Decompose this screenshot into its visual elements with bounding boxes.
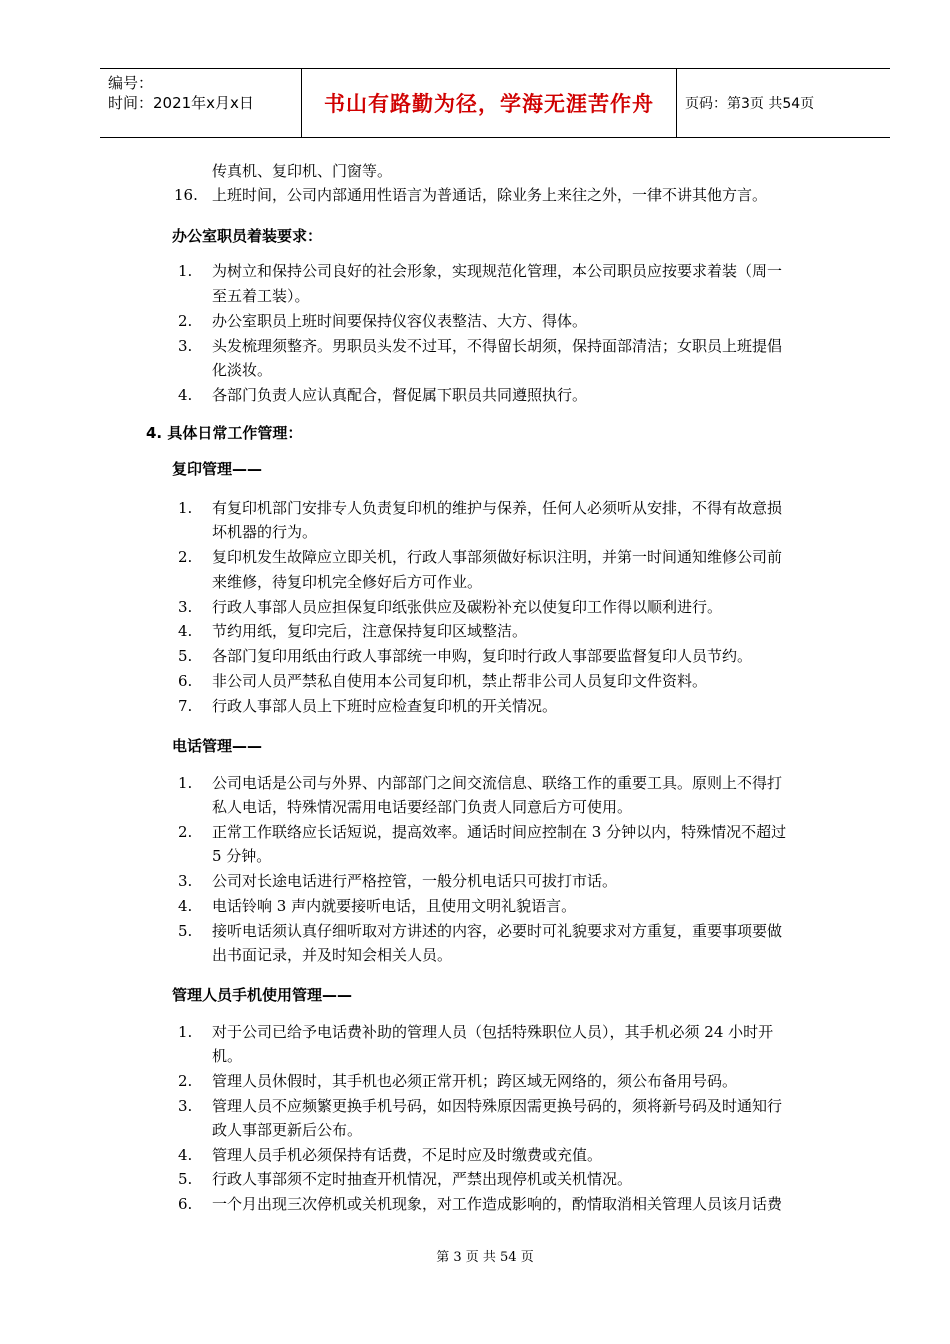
list-item-text: 正常工作联络应长话短说，提高效率。通话时间应控制在 3 分钟以内，特殊情况不超过 xyxy=(212,823,787,841)
list-item-number: 1. xyxy=(178,774,193,792)
list-item-number: 2. xyxy=(178,823,193,841)
list-item-text: 公司对长途电话进行严格控管，一般分机电话只可拔打市话。 xyxy=(212,872,618,890)
list-item-text: 机。 xyxy=(212,1047,243,1065)
list-item-text: 管理人员不应频繁更换手机号码，如因特殊原因需更换号码的，须将新号码及时通知行 xyxy=(212,1097,783,1115)
list-item-text: 公司电话是公司与外界、内部部门之间交流信息、联络工作的重要工具。原则上不得打 xyxy=(212,774,783,792)
list-item-number: 5. xyxy=(178,922,193,940)
document-number: 编号： xyxy=(108,74,154,92)
list-item-text: 接听电话须认真仔细听取对方讲述的内容，必要时可礼貌要求对方重复，重要事项要做 xyxy=(212,922,783,940)
list-item-text: 上班时间，公司内部通用性语言为普通话，除业务上来往之外，一律不讲其他方言。 xyxy=(212,186,768,204)
list-item-number: 2. xyxy=(178,548,193,566)
section-heading-daily-work: 4. 具体日常工作管理： xyxy=(146,424,303,442)
list-item-text: 管理人员休假时，其手机也必须正常开机；跨区域无网络的，须公布备用号码。 xyxy=(212,1072,738,1090)
header-page-code: 页码：第3页 共54页 xyxy=(685,96,815,112)
list-item-text: 来维修，待复印机完全修好后方可作业。 xyxy=(212,573,483,591)
page-header xyxy=(100,68,890,138)
list-item-number: 3. xyxy=(178,872,193,890)
list-item-text: 有复印机部门安排专人负责复印机的维护与保养，任何人必须听从安排，不得有故意损 xyxy=(212,499,783,517)
list-item-number: 3. xyxy=(178,598,193,616)
list-item-text: 行政人事部人员上下班时应检查复印机的开关情况。 xyxy=(212,697,558,715)
list-item-number: 4. xyxy=(178,622,193,640)
list-item-text: 节约用纸，复印完后，注意保持复印区域整洁。 xyxy=(212,622,528,640)
list-item-number: 1. xyxy=(178,499,193,517)
list-item-number: 16. xyxy=(174,186,198,204)
list-item-number: 4. xyxy=(178,897,193,915)
list-item-text: 对于公司已给予电话费补助的管理人员（包括特殊职位人员），其手机必须 24 小时开 xyxy=(212,1023,774,1041)
list-item-text: 管理人员手机必须保持有话费，不足时应及时缴费或充值。 xyxy=(212,1146,603,1164)
subsection-heading-phone: 电话管理—— xyxy=(172,737,263,755)
list-item-text: 复印机发生故障应立即关机，行政人事部须做好标识注明，并第一时间通知维修公司前 xyxy=(212,548,783,566)
list-item-text: 办公室职员上班时间要保持仪容仪表整洁、大方、得体。 xyxy=(212,312,588,330)
list-item-text: 各部门复印用纸由行政人事部统一申购，复印时行政人事部要监督复印人员节约。 xyxy=(212,647,753,665)
list-item-text: 非公司人员严禁私自使用本公司复印机，禁止帮非公司人员复印文件资料。 xyxy=(212,672,708,690)
list-item-text: 5 分钟。 xyxy=(212,847,272,865)
list-item-number: 4. xyxy=(178,386,193,404)
list-item-number: 2. xyxy=(178,312,193,330)
footer-page-number: 第 3 页 共 54 页 xyxy=(436,1250,534,1265)
list-item-number: 2. xyxy=(178,1072,193,1090)
subsection-heading-copier: 复印管理—— xyxy=(172,460,263,478)
list-item-number: 4. xyxy=(178,1146,193,1164)
list-item-text: 坏机器的行为。 xyxy=(212,523,318,541)
list-item-number: 6. xyxy=(178,672,193,690)
list-item-number: 6. xyxy=(178,1195,193,1213)
header-motto-cell xyxy=(302,69,677,137)
header-motto: 书山有路勤为径，学海无涯苦作舟 xyxy=(324,92,654,116)
list-item-number: 7. xyxy=(178,697,193,715)
section-heading-dress: 办公室职员着装要求： xyxy=(172,227,323,245)
list-item-text: 至五着工装）。 xyxy=(212,287,310,305)
list-item-text: 头发梳理须整齐。男职员头发不过耳，不得留长胡须，保持面部清洁；女职员上班提倡 xyxy=(212,337,783,355)
header-page-cell xyxy=(677,69,890,137)
list-item-number: 1. xyxy=(178,1023,193,1041)
document-time: 时间：2021年x月x日 xyxy=(108,94,254,112)
list-item-text: 出书面记录，并及时知会相关人员。 xyxy=(212,946,453,964)
list-item-text: 各部门负责人应认真配合，督促属下职员共同遵照执行。 xyxy=(212,386,588,404)
list-item-number: 3. xyxy=(178,1097,193,1115)
list-item-number: 3. xyxy=(178,337,193,355)
continuation-text: 传真机、复印机、门窗等。 xyxy=(212,162,393,180)
list-item-text: 行政人事部人员应担保复印纸张供应及碳粉补充以使复印工作得以顺利进行。 xyxy=(212,598,723,616)
list-item-text: 私人电话，特殊情况需用电话要经部门负责人同意后方可使用。 xyxy=(212,798,633,816)
list-item-number: 5. xyxy=(178,1170,193,1188)
subsection-heading-mobile: 管理人员手机使用管理—— xyxy=(172,986,353,1004)
list-item-text: 为树立和保持公司良好的社会形象，实现规范化管理，本公司职员应按要求着装（周一 xyxy=(212,262,783,280)
list-item-text: 电话铃响 3 声内就要接听电话，且使用文明礼貌语言。 xyxy=(212,897,577,915)
list-item-text: 政人事部更新后公布。 xyxy=(212,1121,363,1139)
list-item-number: 5. xyxy=(178,647,193,665)
list-item-text: 化淡妆。 xyxy=(212,361,273,379)
list-item-text: 一个月出现三次停机或关机现象，对工作造成影响的，酌情取消相关管理人员该月话费 xyxy=(212,1195,783,1213)
page-footer xyxy=(0,1246,950,1265)
list-item-text: 行政人事部须不定时抽查开机情况，严禁出现停机或关机情况。 xyxy=(212,1170,633,1188)
list-item-number: 1. xyxy=(178,262,193,280)
header-meta xyxy=(100,69,302,137)
